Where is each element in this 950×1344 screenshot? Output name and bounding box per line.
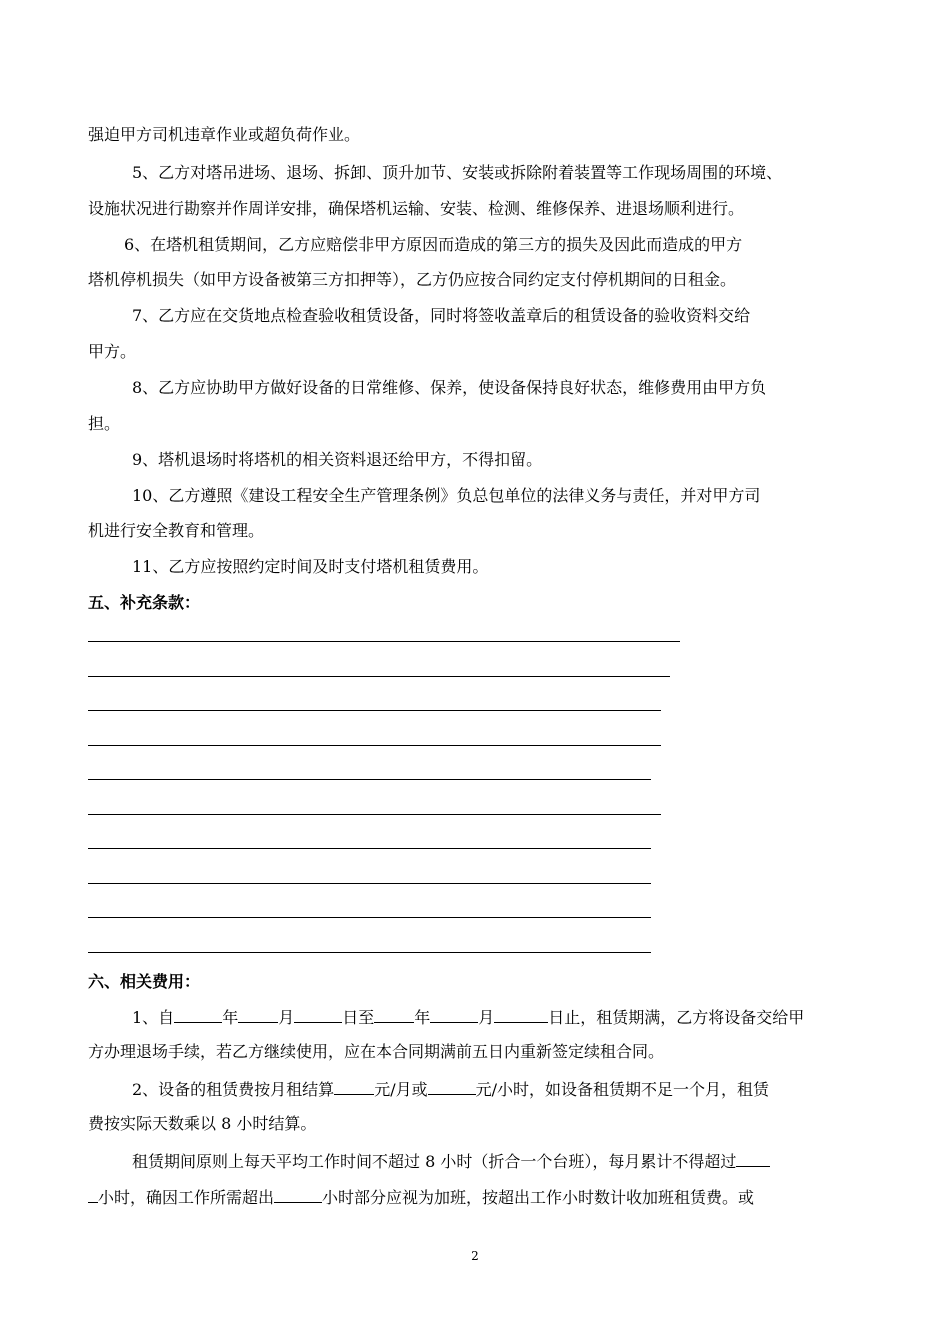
fee-item-3 xyxy=(132,1150,770,1172)
clause-item-11: 11、乙方应按照约定时间及时支付塔机租赁费用。 xyxy=(132,557,489,576)
clause-item-6: 6、在塔机租赁期间，乙方应赔偿非甲方原因而造成的第三方的损失及因此而造成的甲方 xyxy=(124,235,743,254)
page-number: 2 xyxy=(471,1249,479,1263)
clause-item-10: 10、乙方遵照《建设工程安全生产管理条例》负总包单位的法律义务与责任，并对甲方司 xyxy=(132,486,761,505)
hourly-rent-blank xyxy=(428,1078,476,1095)
fee-item-2-text: 元/月或 xyxy=(374,1080,428,1099)
blank-line xyxy=(88,676,670,677)
clause-item-8-cont: 担。 xyxy=(88,414,121,433)
blank-line xyxy=(88,952,651,953)
clause-item-9: 9、塔机退场时将塔机的相关资料退还给甲方，不得扣留。 xyxy=(132,450,543,469)
monthly-hours-blank xyxy=(736,1150,770,1167)
clause-item-6-cont: 塔机停机损失（如甲方设备被第三方扣押等），乙方仍应按合同约定支付停机期间的日租金。 xyxy=(88,270,737,289)
blank-line xyxy=(88,814,661,815)
blank-line xyxy=(88,883,651,884)
fee-item-3-text: 小时部分应视为加班，按超出工作小时数计收加班租赁费。或 xyxy=(322,1188,755,1207)
paragraph-line: 强迫甲方司机违章作业或超负荷作业。 xyxy=(88,125,361,144)
year-blank xyxy=(174,1006,222,1023)
year-blank xyxy=(374,1006,414,1023)
clause-item-7: 7、乙方应在交货地点检查验收租赁设备，同时将签收盖章后的租赁设备的验收资料交给 xyxy=(132,306,751,325)
fee-item-1-text: 日至 xyxy=(342,1008,375,1027)
clause-item-10-cont: 机进行安全教育和管理。 xyxy=(88,521,265,540)
fee-item-2 xyxy=(132,1078,769,1100)
fee-item-1-text: 年 xyxy=(414,1008,431,1027)
month-blank xyxy=(238,1006,278,1023)
fee-item-3-text: 租赁期间原则上每天平均工作时间不超过 8 小时（折合一个台班），每月累计不得超过 xyxy=(132,1152,737,1171)
fee-item-2-cont: 费按实际天数乘以 8 小时结算。 xyxy=(88,1114,317,1133)
overtime-hours-blank xyxy=(274,1186,322,1203)
blank-line xyxy=(88,848,651,849)
fee-item-3-text: 小时，确因工作所需超出 xyxy=(98,1188,275,1207)
fee-item-2-text: 元/小时，如设备租赁期不足一个月，租赁 xyxy=(475,1080,769,1099)
clause-item-8: 8、乙方应协助甲方做好设备的日常维修、保养，使设备保持良好状态，维修费用由甲方负 xyxy=(132,378,767,397)
fee-item-1-text: 年 xyxy=(222,1008,239,1027)
day-blank xyxy=(494,1006,548,1023)
fee-item-1 xyxy=(132,1006,804,1028)
monthly-rent-blank xyxy=(334,1078,374,1095)
clause-item-5: 5、乙方对塔吊进场、退场、拆卸、顶升加节、安装或拆除附着装置等工作现场周围的环境、 xyxy=(132,163,783,182)
fee-item-2-text: 2、设备的租赁费按月租结算 xyxy=(132,1080,335,1099)
day-blank xyxy=(294,1006,342,1023)
fee-item-1-text: 月 xyxy=(278,1008,295,1027)
month-blank xyxy=(430,1006,478,1023)
section-5-title: 五、补充条款： xyxy=(88,593,201,612)
fee-item-3-cont xyxy=(88,1186,754,1208)
fee-item-1-cont: 方办理退场手续，若乙方继续使用，应在本合同期满前五日内重新签定续租合同。 xyxy=(88,1042,665,1061)
clause-item-5-cont: 设施状况进行勘察并作周详安排，确保塔机运输、安装、检测、维修保养、进退场顺利进行。 xyxy=(88,199,745,218)
monthly-hours-blank xyxy=(88,1186,98,1203)
blank-line xyxy=(88,710,661,711)
clause-item-7-cont: 甲方。 xyxy=(88,342,137,361)
blank-line xyxy=(88,745,661,746)
blank-line xyxy=(88,779,651,780)
section-6-title: 六、相关费用： xyxy=(88,972,201,991)
blank-line xyxy=(88,917,651,918)
fee-item-1-text: 日止，租赁期满，乙方将设备交给甲 xyxy=(548,1008,805,1027)
fee-item-1-text: 月 xyxy=(478,1008,495,1027)
fee-item-1-text: 1、自 xyxy=(132,1008,175,1027)
blank-line xyxy=(88,641,680,642)
